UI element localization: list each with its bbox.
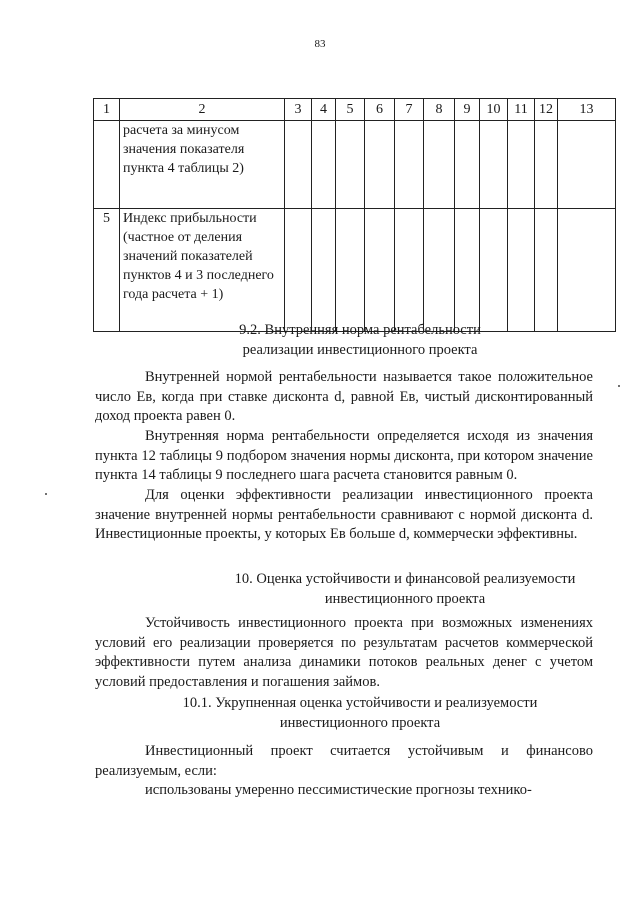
heading-line: инвестиционного проекта — [324, 591, 486, 607]
paragraph: Внутренней нормой рентабельности называется такое положительное число Eв, когда при ставке дисконта d, равной Eв, чистый дисконтированный доход проекта равен 0. — [95, 369, 593, 424]
table-row — [94, 209, 616, 332]
section-heading-10-1 — [95, 693, 625, 733]
row-number: 5 — [94, 209, 120, 332]
column-header: 3 — [285, 99, 312, 121]
table-header-row — [94, 99, 616, 121]
column-header: 9 — [455, 99, 480, 121]
paragraph: Инвестиционный проект считается устойчивым и финансово реализуемым, если: — [95, 743, 593, 779]
scan-dot — [45, 493, 47, 495]
row-description: расчета за минусом значения показателя пункта 4 таблицы 2) — [120, 121, 285, 209]
row-number — [94, 121, 120, 209]
heading-line: реализации инвестиционного проекта — [242, 342, 478, 358]
continuation-table — [93, 98, 616, 332]
heading-line: инвестиционного проекта — [279, 715, 441, 731]
section-heading-10 — [95, 569, 640, 609]
paragraph: Устойчивость инвестиционного проекта при возможных изменениях условий его реализации проверяется по результатам расчетов коммерческой эффективности путем анализа динамики потоков реальных денег с учетом условий предоставления и погашения займов. — [95, 615, 593, 690]
paragraph: использованы умеренно пессимистические прогнозы технико- — [145, 782, 532, 798]
row-description: Индекс прибыльности (частное от деления значений показателей пунктов 4 и 3 последнего года расчета + 1) — [120, 209, 285, 332]
table-row — [94, 121, 616, 209]
column-header: 1 — [94, 99, 120, 121]
column-header: 13 — [558, 99, 616, 121]
column-header: 2 — [120, 99, 285, 121]
column-header: 12 — [535, 99, 558, 121]
heading-line: 10. Оценка устойчивости и финансовой реализуемости — [234, 571, 576, 587]
column-header: 11 — [508, 99, 535, 121]
heading-line: 10.1. Укрупненная оценка устойчивости и реализуемости — [182, 695, 538, 711]
paragraph: Внутренняя норма рентабельности определяется исходя из значения пункта 12 таблицы 9 подбором значения нормы дисконта, при котором значение пункта 14 таблицы 9 последнего шага расчета становится равным 0. — [95, 428, 593, 483]
column-header: 4 — [312, 99, 336, 121]
scan-dot — [618, 385, 620, 387]
paragraph: Для оценки эффективности реализации инвестиционного проекта значение внутренней нормы рентабельности сравнивают с нормой дисконта d. Инвестиционные проекты, у которых Eв больше d, коммерчески эффективны. — [95, 487, 593, 542]
page-number: 83 — [314, 38, 326, 50]
column-header: 5 — [336, 99, 365, 121]
column-header: 10 — [480, 99, 508, 121]
column-header: 6 — [365, 99, 395, 121]
column-header: 8 — [424, 99, 455, 121]
column-header: 7 — [395, 99, 424, 121]
heading-line: 9.2. Внутренняя норма рентабельности — [239, 322, 481, 338]
section-heading-9-2 — [95, 320, 625, 360]
